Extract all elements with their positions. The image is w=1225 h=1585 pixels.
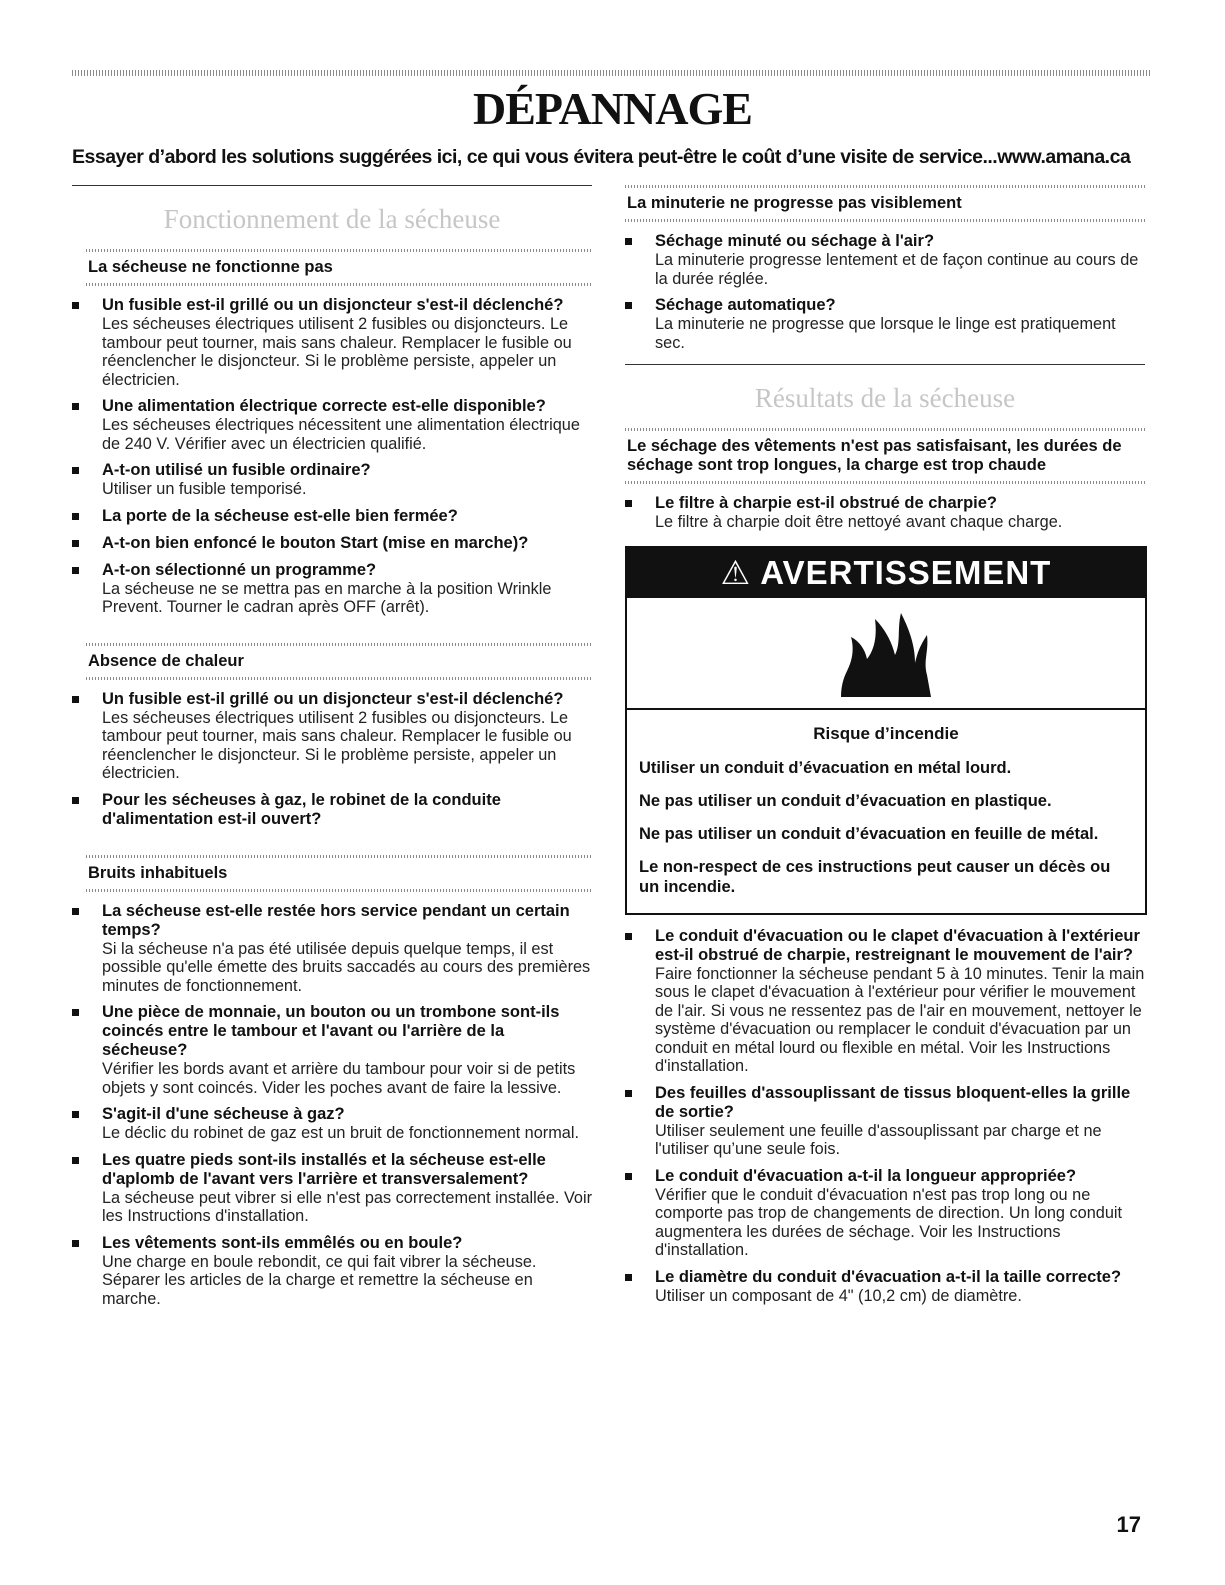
question: Les vêtements sont-ils emmêlés ou en boule? [102,1233,463,1252]
bullet-icon [625,238,632,245]
list-item [72,1151,592,1226]
item-list [625,927,1145,1306]
bullet-icon [72,696,79,703]
warning-box [625,546,1147,915]
answer: La minuterie progresse lentement et de façon continue au cours de la durée réglée. [655,251,1139,288]
bullet-icon [72,403,79,410]
list-item [72,296,592,389]
section-title-results: Résultats de la sécheuse [754,383,1016,413]
page-subtitle: Essayer d’abord les solutions suggérées ici, ce qui vous évitera peut-être le coût d’une visite de service...www.amana.ca [72,146,1131,168]
answer: La sécheuse peut vibrer si elle n'est pas correctement installée. Voir les Instructions d'installation. [102,1188,592,1225]
question: Le conduit d'évacuation ou le clapet d'évacuation à l'extérieur est-il obstrué de charpie, restreignant le mouvement de l'air? [655,926,1140,964]
section-rule [72,185,592,186]
warning-text [627,708,1145,913]
answer: Utiliser seulement une feuille d'assouplissant par charge et ne l'utiliser qu’une seule fois. [655,1121,1102,1158]
warning-header [627,548,1145,598]
bullet-icon [72,513,79,520]
bullet-icon [72,797,79,804]
page-number: 17 [1116,1512,1141,1537]
list-item [72,1105,592,1143]
list-item [72,507,592,526]
list-item [625,494,1145,532]
question: La porte de la sécheuse est-elle bien fermée? [102,506,458,525]
answer: Les sécheuses électriques nécessitent une alimentation électrique de 240 V. Vérifier avec un électricien qualifié. [102,416,580,453]
group-results [625,428,1145,484]
bullet-icon [72,1240,79,1247]
list-item [72,1003,592,1097]
list-item [625,1084,1145,1159]
question: A-t-on utilisé un fusible ordinaire? [102,461,371,479]
list-item [72,461,592,499]
list-item [72,1234,592,1309]
question: A-t-on bien enfoncé le bouton Start (mise en marche)? [102,533,529,552]
fire-hazard-icon [627,598,1145,708]
item-list [72,902,592,1309]
bullet-icon [625,500,632,507]
bullet-icon [625,1090,632,1097]
hatch-rule [86,889,592,892]
answer: Le filtre à charpie doit être nettoyé avant chaque charge. [655,513,1063,531]
group-unusual-noise [86,855,592,892]
bullet-icon [72,1009,79,1016]
question: Le diamètre du conduit d'évacuation a-t-il la taille correcte? [655,1267,1122,1286]
question: Une alimentation électrique correcte est-elle disponible? [102,397,546,415]
bullet-icon [72,540,79,547]
bullet-icon [72,1111,79,1118]
warning-triangle-icon: ⚠ [720,553,752,591]
warning-line: Utiliser un conduit d’évacuation en métal lourd. [639,758,1012,777]
group-timer [625,185,1145,222]
warning-header-text: AVERTISSEMENT [760,553,1052,591]
question: Des feuilles d'assouplissant de tissus bloquent-elles la grille de sortie? [655,1083,1131,1121]
bullet-icon [625,1173,632,1180]
group-no-operation [86,249,592,286]
item-list [625,494,1145,532]
answer: Vérifier que le conduit d'évacuation n'est pas trop long ou ne comporte pas trop de changements de direction. Un long conduit augmentera les durées de séchage. Voir les Instructions d'installation. [655,1185,1123,1259]
section-title-operation: Fonctionnement de la sécheuse [163,204,501,234]
left-column [72,185,592,1316]
bullet-icon [72,1157,79,1164]
answer: La sécheuse ne se mettra pas en marche à la position Wrinkle Prevent. Tourner le cadran après OFF (arrêt). [102,579,552,616]
group-heading: Le séchage des vêtements n'est pas satisfaisant, les durées de séchage sont trop longues, la charge est trop chaude [627,437,1122,474]
list-item [72,561,592,617]
bullet-icon [625,933,632,940]
list-item [72,397,592,453]
group-heading: La minuterie ne progresse pas visiblement [627,194,962,212]
answer: Les sécheuses électriques utilisent 2 fusibles ou disjoncteurs. Le tambour peut tourner, mais sans chaleur. Remplacer le fusible ou réenclencher le disjoncteur. Si le problème persiste, appeler un électricien. [102,315,572,389]
bullet-icon [72,567,79,574]
question: La sécheuse est-elle restée hors service pendant un certain temps? [102,901,570,939]
top-decorative-bar [72,70,1152,76]
bullet-icon [72,908,79,915]
question: A-t-on sélectionné un programme? [102,560,377,579]
answer: Vérifier les bords avant et arrière du tambour pour voir si de petits objets y sont coincés. Vider les poches avant de faire la lessive. [102,1060,576,1097]
group-heading: Absence de chaleur [88,651,244,670]
answer: Les sécheuses électriques utilisent 2 fusibles ou disjoncteurs. Le tambour peut tourner, mais sans chaleur. Remplacer le fusible ou réenclencher le disjoncteur. Si le problème persiste, appeler un électricien. [102,708,572,782]
question: Un fusible est-il grillé ou un disjoncteur s'est-il déclenché? [102,296,564,314]
list-item [625,232,1145,288]
answer: Faire fonctionner la sécheuse pendant 5 à 10 minutes. Tenir la main sous le clapet d'évacuation à l'extérieur pour vérifier le mouvement de l'air. Si vous ne ressentez pas de l'air en mouvement, nettoyer le système d'évacuation ou remplacer le conduit d'évacuation par un conduit en métal lourd ou flexible en métal. Voir les Instructions d'installation. [655,964,1145,1075]
section-rule [625,364,1145,365]
hatch-rule [625,481,1145,484]
answer: Utiliser un fusible temporisé. [102,480,307,498]
bullet-icon [72,467,79,474]
answer: Le déclic du robinet de gaz est un bruit de fonctionnement normal. [102,1124,579,1142]
list-item [72,534,592,553]
hatch-rule [625,219,1145,222]
warning-line: Ne pas utiliser un conduit d’évacuation en plastique. [639,791,1052,810]
list-item [625,1268,1145,1306]
group-heading: La sécheuse ne fonctionne pas [88,258,333,276]
right-column [625,185,1145,1313]
group-no-heat [86,643,592,680]
list-item [625,927,1145,1076]
question: S'agit-il d'une sécheuse à gaz? [102,1105,345,1123]
question: Un fusible est-il grillé ou un disjoncteur s'est-il déclenché? [102,689,564,708]
warning-risk: Risque d’incendie [813,723,959,743]
warning-line: Le non-respect de ces instructions peut causer un décès ou un incendie. [639,857,1111,896]
item-list [72,690,592,829]
warning-line: Ne pas utiliser un conduit d’évacuation en feuille de métal. [639,824,1099,843]
question: Le filtre à charpie est-il obstrué de charpie? [655,494,998,512]
question: Pour les sécheuses à gaz, le robinet de la conduite d'alimentation est-il ouvert? [102,790,501,828]
answer: La minuterie ne progresse que lorsque le linge est pratiquement sec. [655,315,1116,352]
question: Séchage minuté ou séchage à l'air? [655,232,935,250]
bullet-icon [625,302,632,309]
item-list [625,232,1145,352]
question: Le conduit d'évacuation a-t-il la longueur appropriée? [655,1166,1077,1185]
group-heading: Bruits inhabituels [88,863,228,882]
list-item [72,690,592,783]
hatch-rule [86,283,592,286]
item-list [72,296,592,617]
bullet-icon [72,302,79,309]
bullet-icon [625,1274,632,1281]
list-item [72,902,592,996]
list-item [72,791,592,829]
answer: Si la sécheuse n'a pas été utilisée depuis quelque temps, il est possible qu'elle émette des bruits saccadés au cours des premières minutes de fonctionnement. [102,939,591,995]
list-item [625,1167,1145,1260]
question: Séchage automatique? [655,296,836,314]
page-title: DÉPANNAGE [473,83,752,134]
answer: Une charge en boule rebondit, ce qui fait vibrer la sécheuse. Séparer les articles de la charge et remettre la sécheuse en marche. [102,1252,537,1308]
list-item [625,296,1145,352]
answer: Utiliser un composant de 4" (10,2 cm) de diamètre. [655,1286,1022,1305]
hatch-rule [86,677,592,680]
question: Les quatre pieds sont-ils installés et la sécheuse est-elle d'aplomb de l'avant vers l'arrière et transversalement? [102,1150,546,1188]
question: Une pièce de monnaie, un bouton ou un trombone sont-ils coincés entre le tambour et l'avant ou l'arrière de la sécheuse? [102,1003,560,1059]
